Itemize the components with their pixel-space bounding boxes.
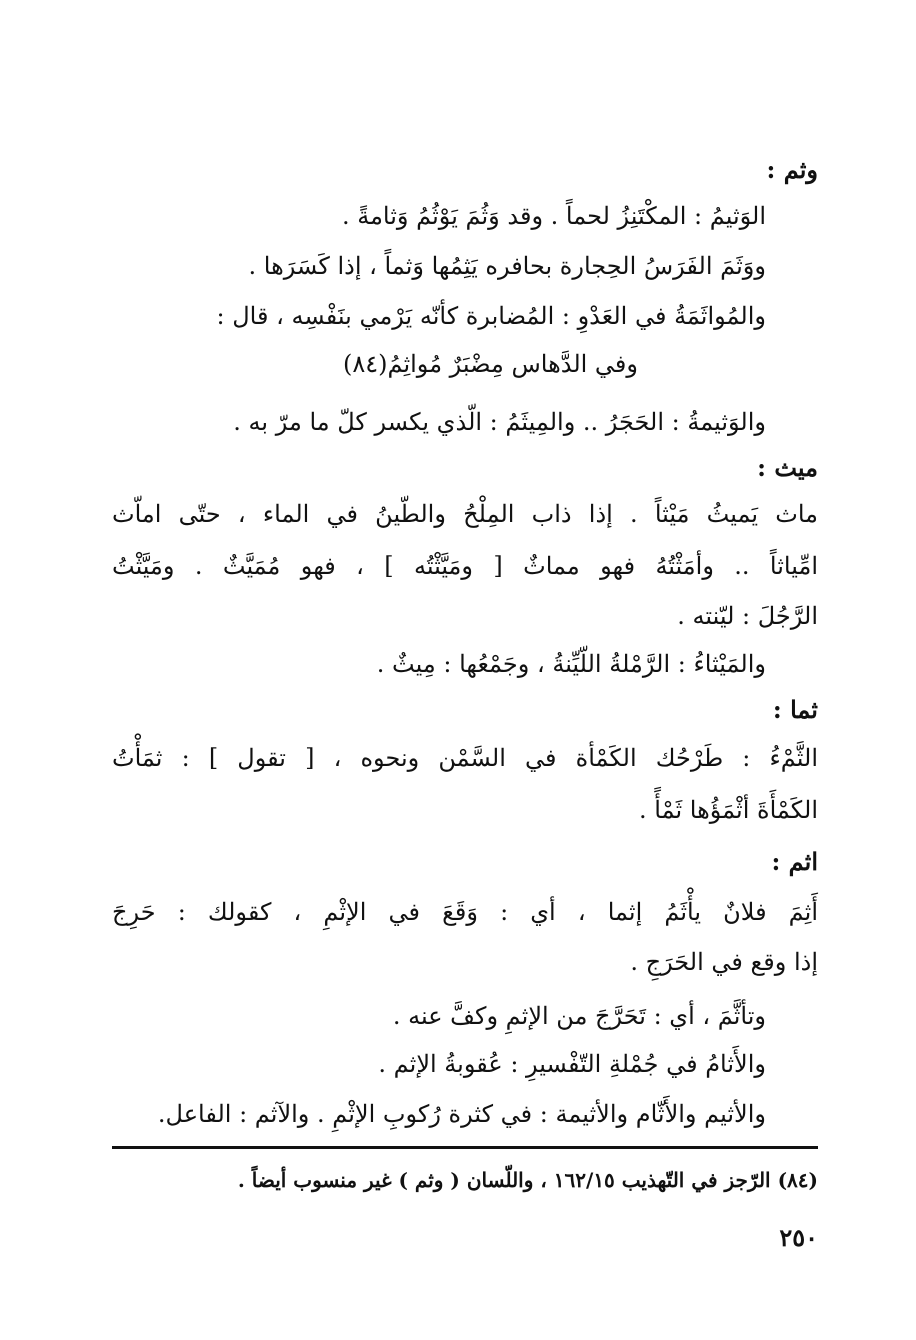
entry-heading-thama: ثما : — [772, 695, 818, 724]
text-line: الثَّمْءُ : طَرْحُك الكَمْأة في السَّمْن ونحوه ، [ تقول ] : ثمَأْتُ — [112, 744, 818, 772]
footnote-divider — [112, 1146, 818, 1149]
text-line: الرَّجُلَ : ليّنته . — [677, 602, 818, 630]
text-line: إذا وقع في الحَرَجِ . — [630, 948, 818, 976]
text-line: وتأثَّمَ ، أي : تَحَرَّجَ من الإثمِ وكفَّ عنه . — [392, 1002, 766, 1030]
text-line: أَثِمَ فلانٌ يأْثَمُ إثما ، أي : وَقَعَ في الإثْمِ ، كقولك : حَرِجَ — [112, 898, 818, 926]
entry-heading-wathm: وثم : — [766, 155, 818, 184]
text-line: امِّياثاً .. وأمَثْتُهُ فهو مماثٌ [ ومَيَّثْتُه ] ، فهو مُمَيَّثٌ . ومَيَّثْتُ — [112, 552, 818, 580]
text-line: الوَثيمُ : المكْتَنِزُ لحماً . وقد وَثُمَ يَوْثُمُ وَثامةً . — [341, 202, 766, 230]
page-number: ٢٥٠ — [779, 1223, 818, 1252]
text-line: والأثيم والأَثّام والأثيمة : في كثرة رُكوبِ الإثْمِ . والآثم : الفاعل. — [157, 1100, 766, 1128]
text-line: الكَمْأَةَ أثْمَؤُها ثَمْأً . — [639, 796, 818, 824]
text-line: والأَثامُ في جُمْلةِ التّفْسيرِ : عُقوبةُ الإثم . — [378, 1050, 766, 1078]
entry-heading-athm: اثم : — [771, 847, 818, 876]
text-line: والمَيْثاءُ : الرَّمْلةُ اللّيِّنةُ ، وجَمْعُها : مِيثٌ . — [376, 650, 766, 678]
text-line: والوَثيمةُ : الحَجَرُ .. والمِيثَمُ : الّذي يكسر كلّ ما مرّ به . — [233, 408, 766, 436]
text-line: والمُواثَمَةُ في العَدْوِ : المُضابرة كأنّه يَرْمي بنَفْسِه ، قال : — [216, 302, 766, 330]
text-line: ووَثَمَ الفَرَسُ الحِجارة بحافره يَثِمُها وَثماً ، إذا كَسَرَها . — [248, 252, 766, 280]
verse-line: وفي الدَّهاس مِضْبَرٌ مُواثِمُ(٨٤) — [342, 350, 638, 378]
footnote: (٨٤) الرّجز في التّهذيب ١٦٢/١٥ ، واللّسان ( وثم ) غير منسوب أيضاً . — [237, 1168, 818, 1192]
text-line: ماث يَميثُ مَيْثاً . إذا ذاب المِلْحُ والطّينُ في الماء ، حتّى اماّث — [112, 500, 818, 528]
entry-heading-mayth: ميث : — [757, 453, 818, 482]
